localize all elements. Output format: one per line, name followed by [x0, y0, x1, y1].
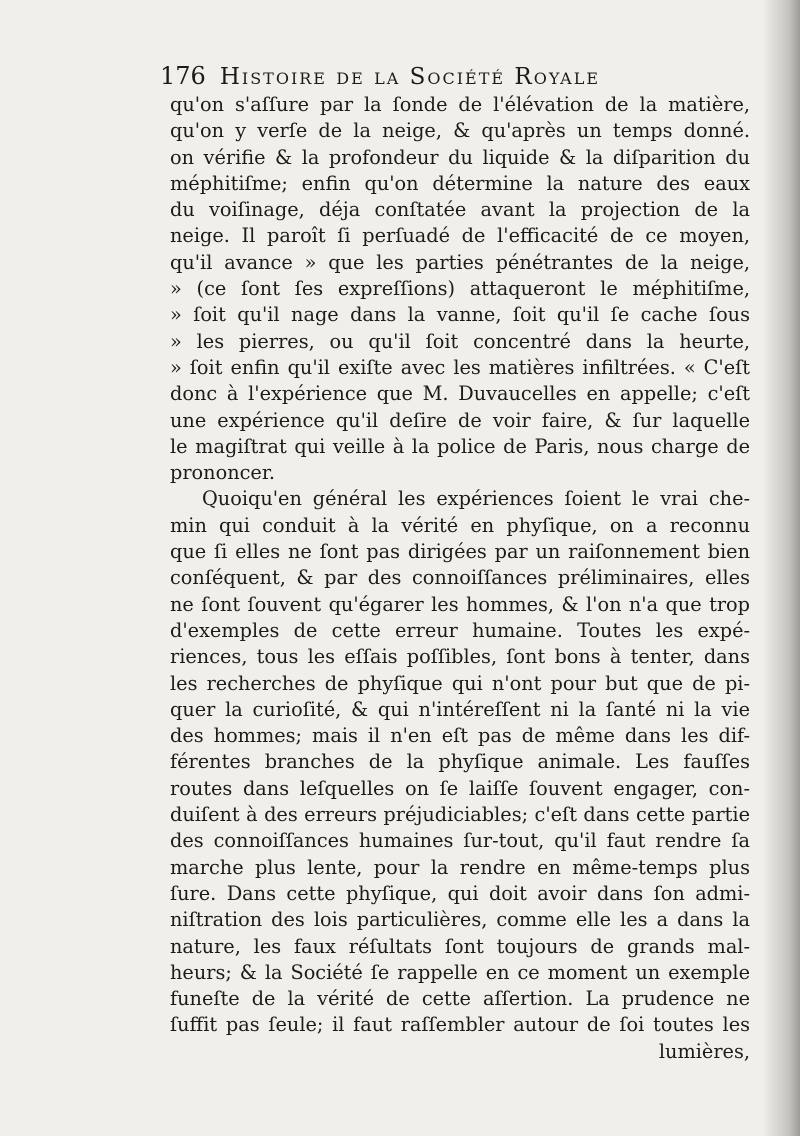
text-line: prononcer.	[170, 461, 276, 485]
text-line: qu'il avance » que les parties pénétrantes de la neige,	[170, 250, 750, 274]
text-line: routes dans leſquelles on ſe laiſſe ſouvent engager, con-	[170, 776, 750, 800]
text-line: ſuffit pas ſeule; il faut raſſembler autour de ſoi toutes les	[170, 1013, 750, 1037]
text-line: duiſent à des erreurs préjudiciables; c'eſt dans cette partie	[170, 803, 750, 827]
text-line: funeſte de la vérité de cette aſſertion. La prudence ne	[170, 987, 750, 1011]
running-title: Histoire de la Société Royale	[219, 64, 601, 90]
text-line: ſure. Dans cette phyſique, qui doit avoir dans ſon admi-	[170, 881, 750, 905]
text-line: neige. Il paroît ſi perſuadé de l'efficacité de ce moyen,	[170, 224, 750, 248]
text-line: des hommes; mais il n'en eſt pas de même dans les dif-	[170, 724, 750, 748]
text-line: riences, tous les eſſais poſſibles, ſont bons à tenter, dans	[170, 645, 750, 669]
text-line: du voiſinage, déja conſtatée avant la projection de la	[170, 198, 750, 222]
text-line: on vérifie & la profondeur du liquide & la diſparition du	[170, 145, 750, 169]
text-line: nature, les faux réſultats ſont toujours de grands mal-	[170, 934, 750, 958]
text-line: les recherches de phyſique qui n'ont pour but que de pi-	[170, 671, 750, 695]
text-line: » les pierres, ou qu'il ſoit concentré dans la heurte,	[170, 329, 750, 353]
text-line: qu'on y verſe de la neige, & qu'après un temps donné.	[170, 119, 750, 143]
text-line: lumières,	[658, 1039, 750, 1063]
page-number: 176	[160, 62, 206, 90]
text-line: qu'on s'aſſure par la ſonde de l'élévation de la matière,	[170, 93, 750, 116]
text-line: que ſi elles ne ſont pas dirigées par un raiſonnement bien	[170, 540, 750, 564]
text-line: le magiſtrat qui veille à la police de Paris, nous charge de	[170, 434, 750, 458]
text-line: ne ſont ſouvent qu'égarer les hommes, & l'on n'a que trop	[170, 592, 750, 616]
text-line: une expérience qu'il deſire de voir faire, & ſur laquelle	[170, 408, 750, 432]
body-text	[170, 92, 750, 1065]
text-line: heurs; & la Société ſe rappelle en ce moment un exemple	[170, 960, 750, 984]
text-line: Quoiqu'en général les expériences ſoient le vrai che-	[202, 487, 750, 511]
text-line: » ſoit enfin qu'il exiſte avec les matières infiltrées. « C'eſt	[170, 355, 750, 379]
text-line: marche plus lente, pour la rendre en même-temps plus	[170, 855, 750, 879]
text-line: férentes branches de la phyſique animale. Les fauſſes	[170, 750, 750, 774]
text-line: quer la curioſité, & qui n'intéreſſent ni la ſanté ni la vie	[170, 697, 750, 721]
text-line: min qui conduit à la vérité en phyſique, on a reconnu	[170, 513, 750, 537]
text-line: méphitiſme; enfin qu'on détermine la nature des eaux	[170, 171, 750, 195]
text-line: » (ce ſont ſes expreſſions) attaqueront le méphitiſme,	[170, 277, 750, 301]
text-line: d'exemples de cette erreur humaine. Toutes les expé-	[170, 618, 750, 642]
page-edge-shadow	[762, 0, 800, 1136]
text-line: donc à l'expérience que M. Duvaucelles en appelle; c'eſt	[170, 382, 750, 406]
running-header	[160, 62, 680, 90]
text-line: » ſoit qu'il nage dans la vanne, ſoit qu'il ſe cache ſous	[170, 303, 750, 327]
text-line: des connoiſſances humaines ſur-tout, qu'il faut rendre ſa	[170, 829, 750, 853]
text-line: conſéquent, & par des connoiſſances préliminaires, elles	[170, 566, 750, 590]
text-line: niſtration des lois particulières, comme elle les a dans la	[170, 908, 750, 932]
